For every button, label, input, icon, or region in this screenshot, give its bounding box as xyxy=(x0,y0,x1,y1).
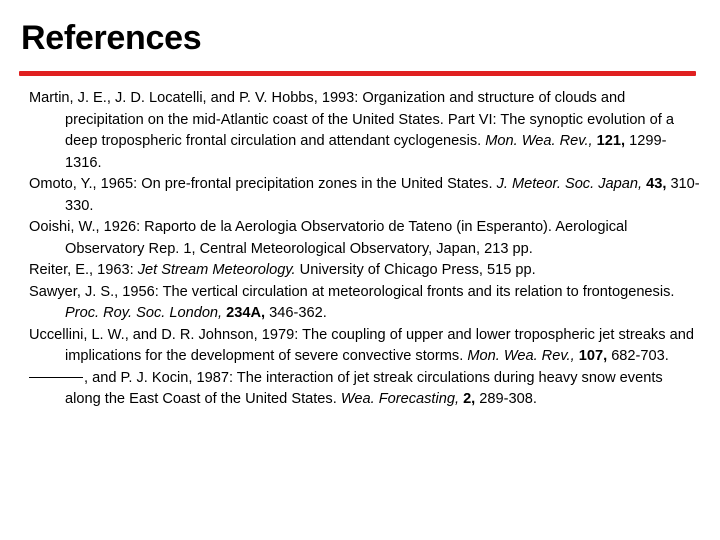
reference-omoto-1965 xyxy=(29,174,701,217)
ref-journal: Mon. Wea. Rev., xyxy=(467,348,575,364)
ref-pages: 289-308. xyxy=(475,391,537,407)
ref-authors: Omoto, Y., 1965: xyxy=(29,176,138,192)
ref-pages: 682-703. xyxy=(607,348,669,364)
ref-journal: Wea. Forecasting, xyxy=(340,391,459,407)
ref-title: On pre-frontal precipitation zones in the United States. xyxy=(137,176,493,192)
ref-journal: J. Meteor. Soc. Japan, xyxy=(496,176,643,192)
ref-journal: Proc. Roy. Soc. London, xyxy=(65,305,223,321)
ref-authors: , and P. J. Kocin, 1987: xyxy=(84,369,234,386)
reference-uccellini-1979 xyxy=(29,325,701,368)
ref-volume: 107, xyxy=(578,348,608,364)
ref-authors: Sawyer, J. S., 1956: xyxy=(29,283,159,300)
reference-reiter-1963 xyxy=(29,260,701,282)
reference-ooishi-1926: Ooishi, W., 1926: Raporto de la Aerologia Observatorio de Tateno (in Esperanto). Aerological Observatory Rep. 1, Central Meteorological Observatory, Japan, 213 pp. xyxy=(29,219,628,257)
ref-title: Organization and structure of clouds and precipitation on the mid-Atlantic coast of the United States. Part VI: The synoptic evolution of a deep tropospheric frontal circulation and attendant cyclogenesis. xyxy=(65,90,674,149)
ref-authors: Uccellini, L. W., and D. R. Johnson, 1979: xyxy=(29,326,299,343)
ref-pages: 310-330. xyxy=(65,176,700,214)
ref-volume: 2, xyxy=(463,391,476,407)
ref-book-title: Jet Stream Meteorology. xyxy=(137,262,296,278)
ref-pages: 1299-1316. xyxy=(65,133,667,171)
ref-volume: 121, xyxy=(596,133,626,149)
ref-title: The interaction of jet streak circulations during heavy snow events along the East Coast of the United States. xyxy=(65,369,663,407)
ref-publisher: University of Chicago Press, 515 pp. xyxy=(295,262,536,278)
repeated-author-dash xyxy=(29,377,83,378)
ref-authors: Reiter, E., 1963: xyxy=(29,262,134,278)
title-underline-rule xyxy=(19,71,696,76)
ref-volume: 43, xyxy=(646,176,667,192)
reference-martin-1993 xyxy=(29,88,701,174)
ref-title: The coupling of upper and lower tropospheric jet streaks and implications for the development of severe convective storms. xyxy=(65,326,694,364)
reference-uccellini-kocin-1987 xyxy=(29,368,701,411)
ref-journal: Mon. Wea. Rev., xyxy=(485,133,593,149)
page-title: References xyxy=(21,19,202,57)
reference-sawyer-1956 xyxy=(29,282,701,325)
ref-authors: Martin, J. E., J. D. Locatelli, and P. V. Hobbs, 1993: xyxy=(29,90,359,106)
references-list xyxy=(29,88,701,411)
ref-title: The vertical circulation at meteorological fronts and its relation to frontogenesis. xyxy=(158,283,675,300)
ref-pages: 346-362. xyxy=(265,305,327,321)
ref-volume: 234A, xyxy=(226,305,266,321)
